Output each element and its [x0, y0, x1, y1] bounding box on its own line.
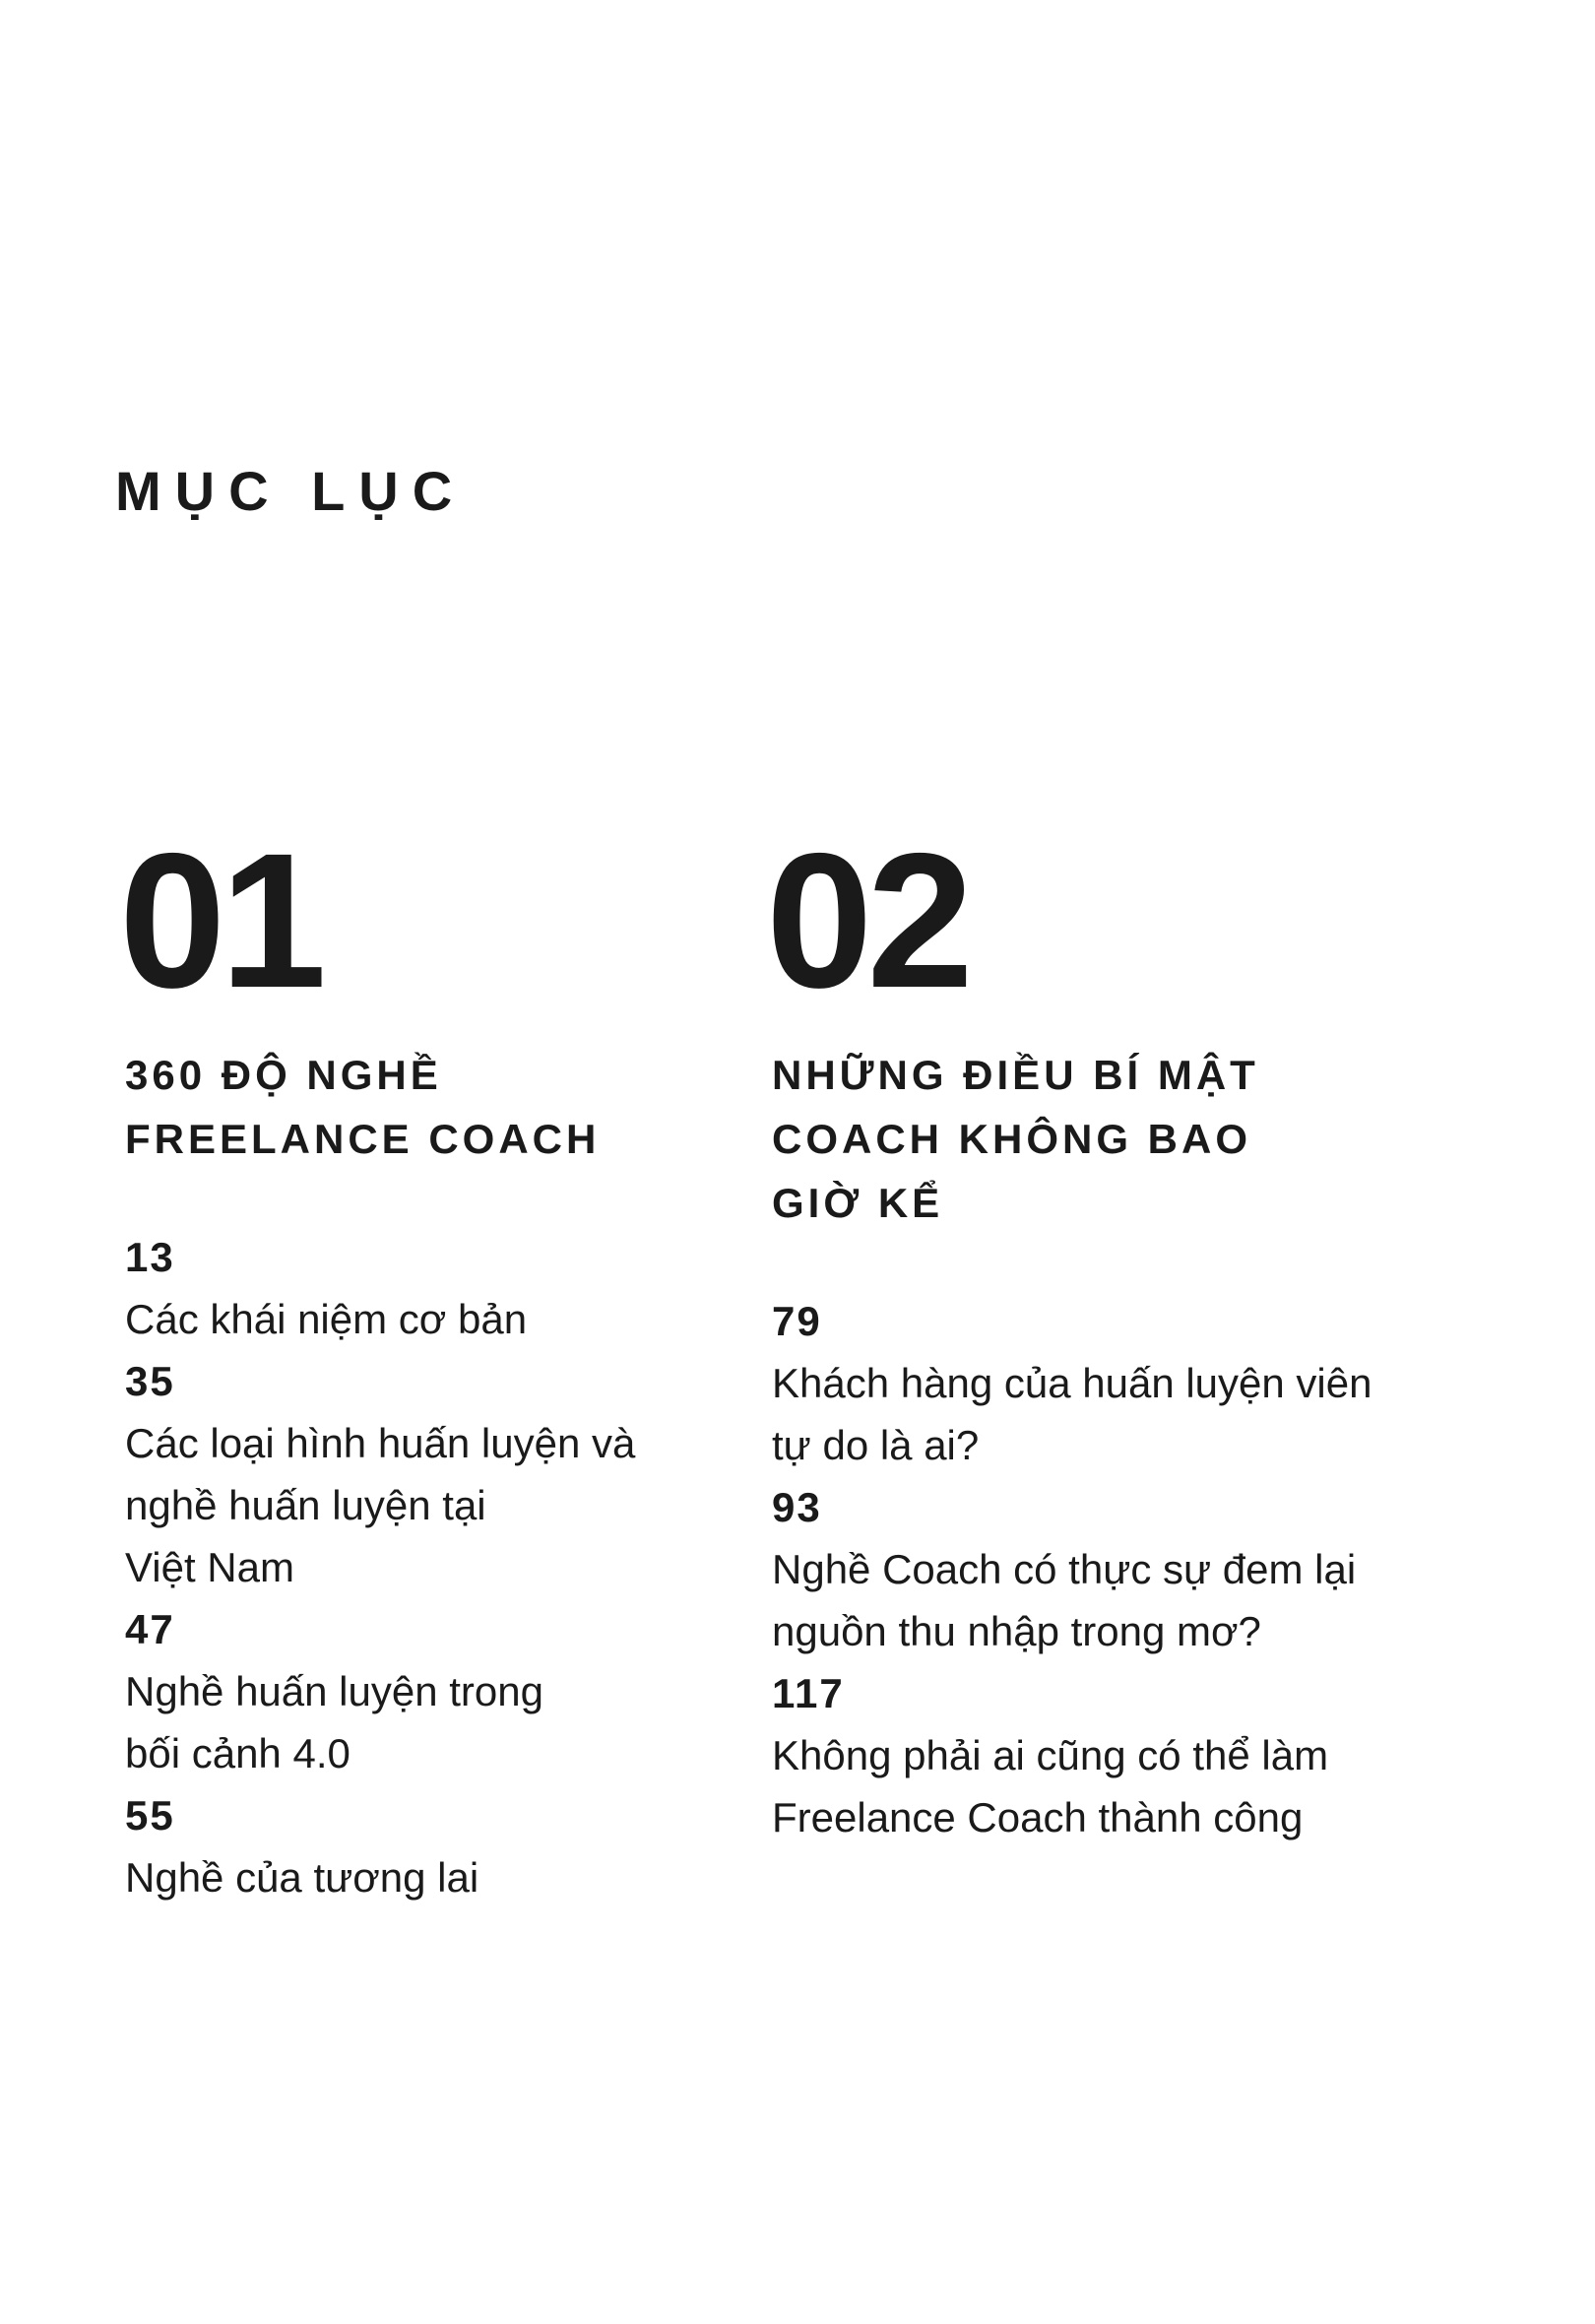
entry-page-number: 47: [125, 1606, 175, 1652]
chapter-heading-02: [772, 1043, 1491, 1235]
page-title: MỤC LỤC: [115, 460, 467, 522]
entry-title-line: Nghề huấn luyện trong: [125, 1668, 543, 1714]
chapter-heading-01: [125, 1043, 772, 1171]
entry-page-number: 35: [125, 1358, 175, 1404]
entry-title-line: nguồn thu nhập trong mơ?: [772, 1608, 1261, 1654]
entry-title-line: Các khái niệm cơ bản: [125, 1296, 528, 1342]
chapter-heading-line: 360 ĐỘ NGHỀ: [125, 1052, 442, 1098]
entry-page-number: 117: [772, 1670, 845, 1716]
chapter-heading-line: COACH KHÔNG BAO: [772, 1116, 1251, 1162]
chapter-number-01: 01: [119, 813, 321, 1028]
chapter-entries-01: [125, 1226, 772, 1908]
entry-title-line: Việt Nam: [125, 1544, 294, 1590]
entry-page-number: 13: [125, 1234, 175, 1280]
entry-page-number: 93: [772, 1484, 822, 1530]
entry-title-line: bối cảnh 4.0: [125, 1730, 351, 1776]
chapter-section-01: [119, 813, 772, 1908]
chapter-section-02: [766, 813, 1491, 1848]
chapter-heading-line: FREELANCE COACH: [125, 1116, 601, 1162]
chapter-entries-02: [772, 1290, 1491, 1848]
entry-title-line: nghề huấn luyện tại: [125, 1482, 486, 1528]
chapter-heading-line: GIỜ KỂ: [772, 1180, 944, 1226]
entry-title-line: Nghề Coach có thực sự đem lại: [772, 1546, 1357, 1592]
entry-title-line: Các loại hình huấn luyện và: [125, 1420, 636, 1466]
entry-page-number: 55: [125, 1792, 175, 1839]
entry-title-line: tự do là ai?: [772, 1422, 980, 1468]
chapter-number-02: 02: [766, 813, 968, 1028]
entry-title-line: Không phải ai cũng có thể làm: [772, 1732, 1329, 1778]
chapter-heading-line: NHỮNG ĐIỀU BÍ MẬT: [772, 1052, 1259, 1098]
entry-title-line: Freelance Coach thành công: [772, 1794, 1304, 1840]
entry-title-line: Nghề của tương lai: [125, 1854, 479, 1901]
entry-title-line: Khách hàng của huấn luyện viên: [772, 1360, 1372, 1406]
toc-columns: [119, 813, 1491, 1908]
entry-page-number: 79: [772, 1298, 822, 1344]
